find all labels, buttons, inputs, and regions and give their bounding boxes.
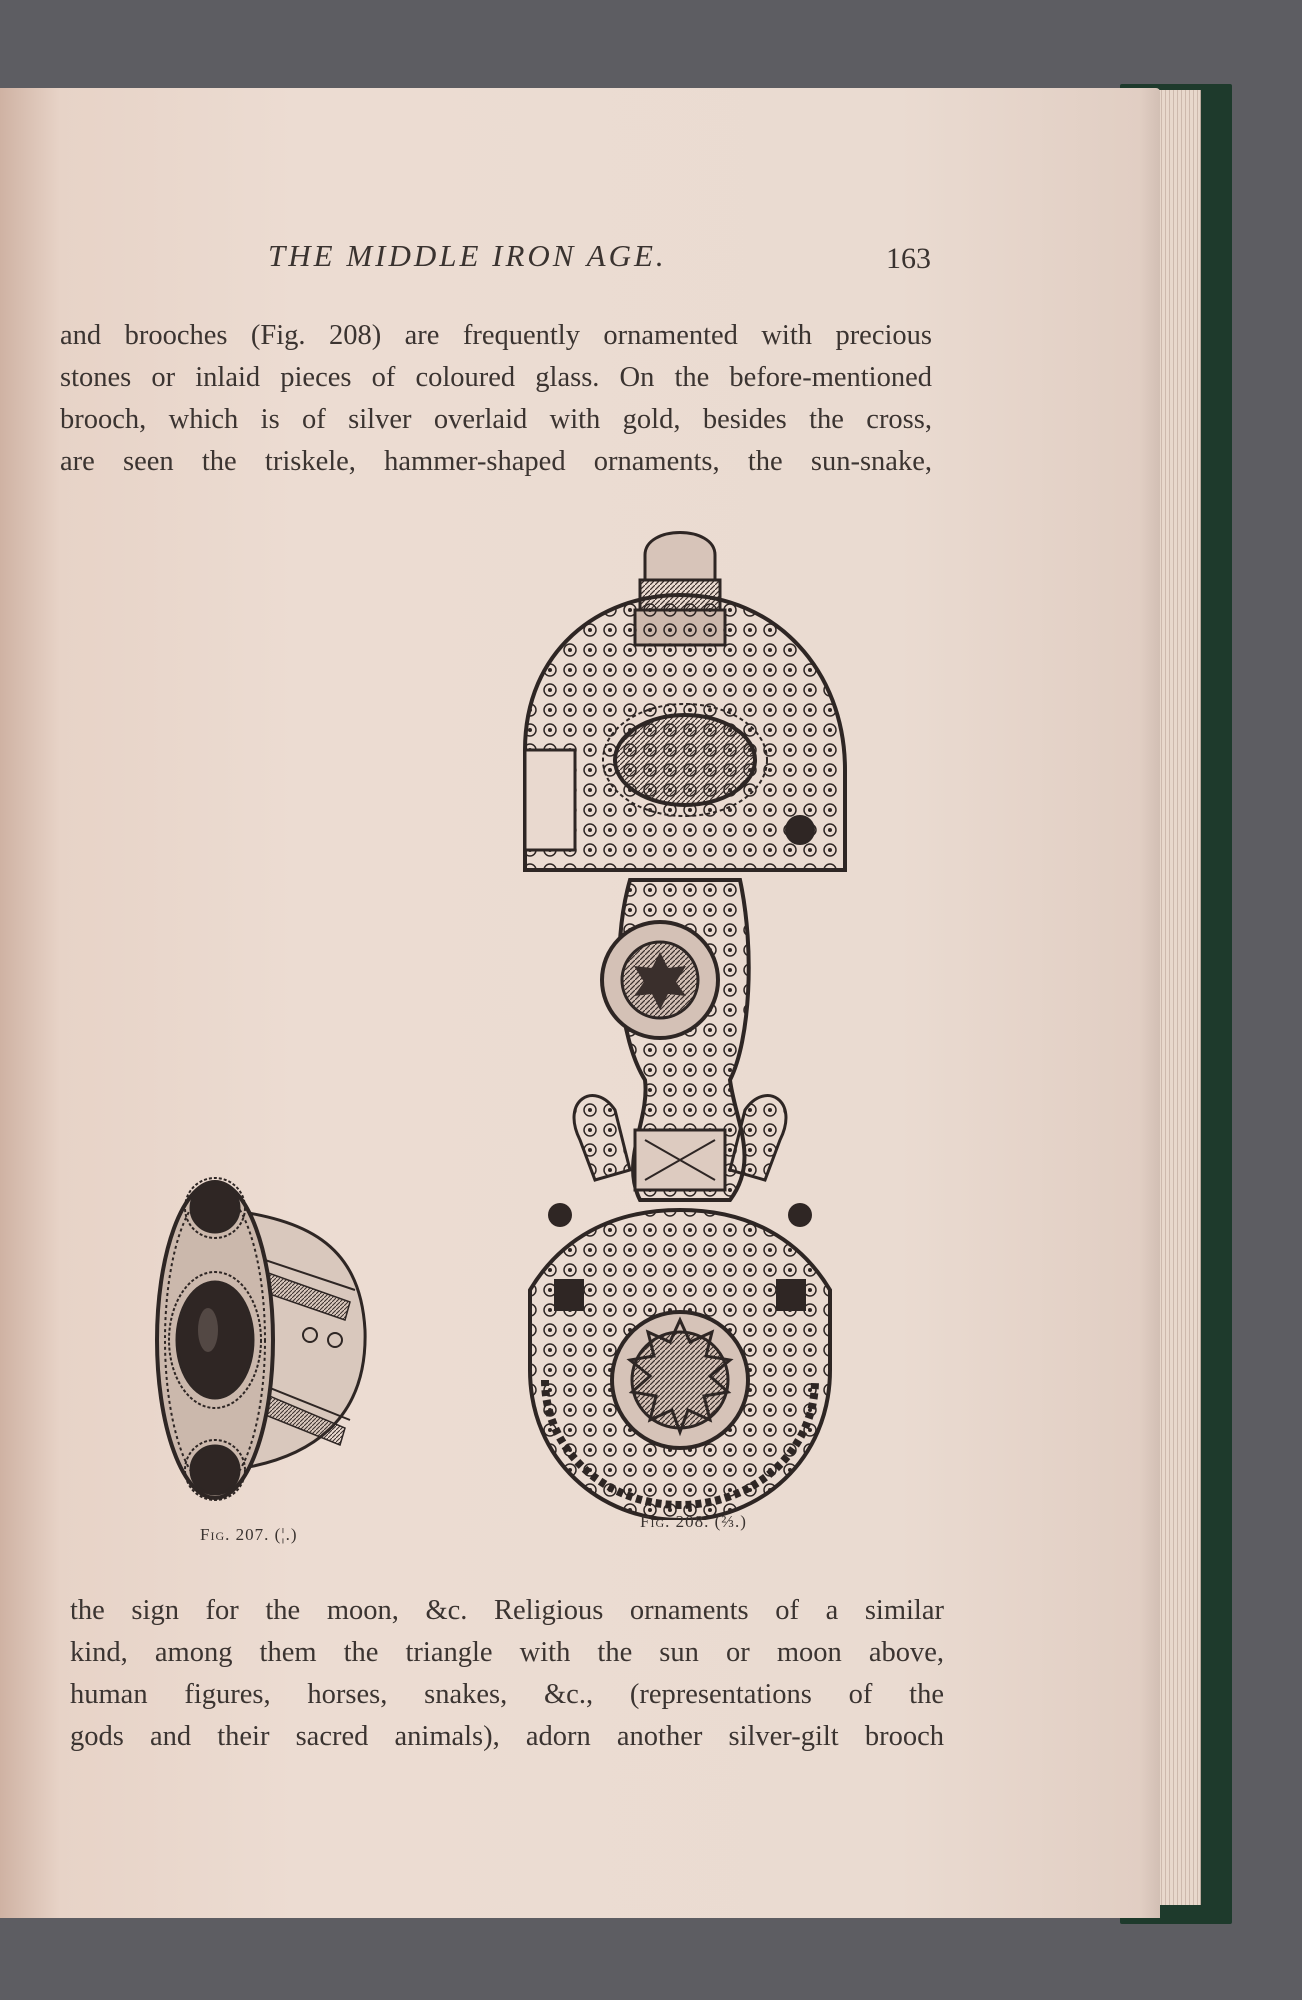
paragraph-bottom xyxy=(70,1590,944,1758)
running-title: THE MIDDLE IRON AGE. xyxy=(268,238,667,273)
figure-207-caption: Fig. 207. (¦.) xyxy=(200,1525,298,1544)
brooch-illustration xyxy=(500,520,860,1520)
text-line: are seen the triskele, hammer-shaped ornaments, the sun-snake, xyxy=(60,446,932,477)
text-line: stones or inlaid pieces of coloured glass. On the before-mentioned xyxy=(60,362,932,393)
text-line: the sign for the moon, &c. Religious ornaments of a similar xyxy=(70,1595,944,1626)
figure-208-caption: Fig. 208. (⅔.) xyxy=(640,1512,747,1531)
text-line: brooch, which is of silver overlaid with gold, besides the cross, xyxy=(60,404,932,435)
running-head xyxy=(0,238,1302,278)
text-line: kind, among them the triangle with the sun or moon above, xyxy=(70,1637,944,1668)
text-line: and brooches (Fig. 208) are frequently ornamented with precious xyxy=(60,320,932,351)
paragraph-top xyxy=(60,315,932,483)
text-line: human figures, horses, snakes, &c., (representations of the xyxy=(70,1679,944,1710)
ring-illustration xyxy=(140,1170,370,1515)
text-line: gods and their sacred animals), adorn another silver-gilt brooch xyxy=(70,1721,944,1752)
page-number: 163 xyxy=(886,242,931,275)
